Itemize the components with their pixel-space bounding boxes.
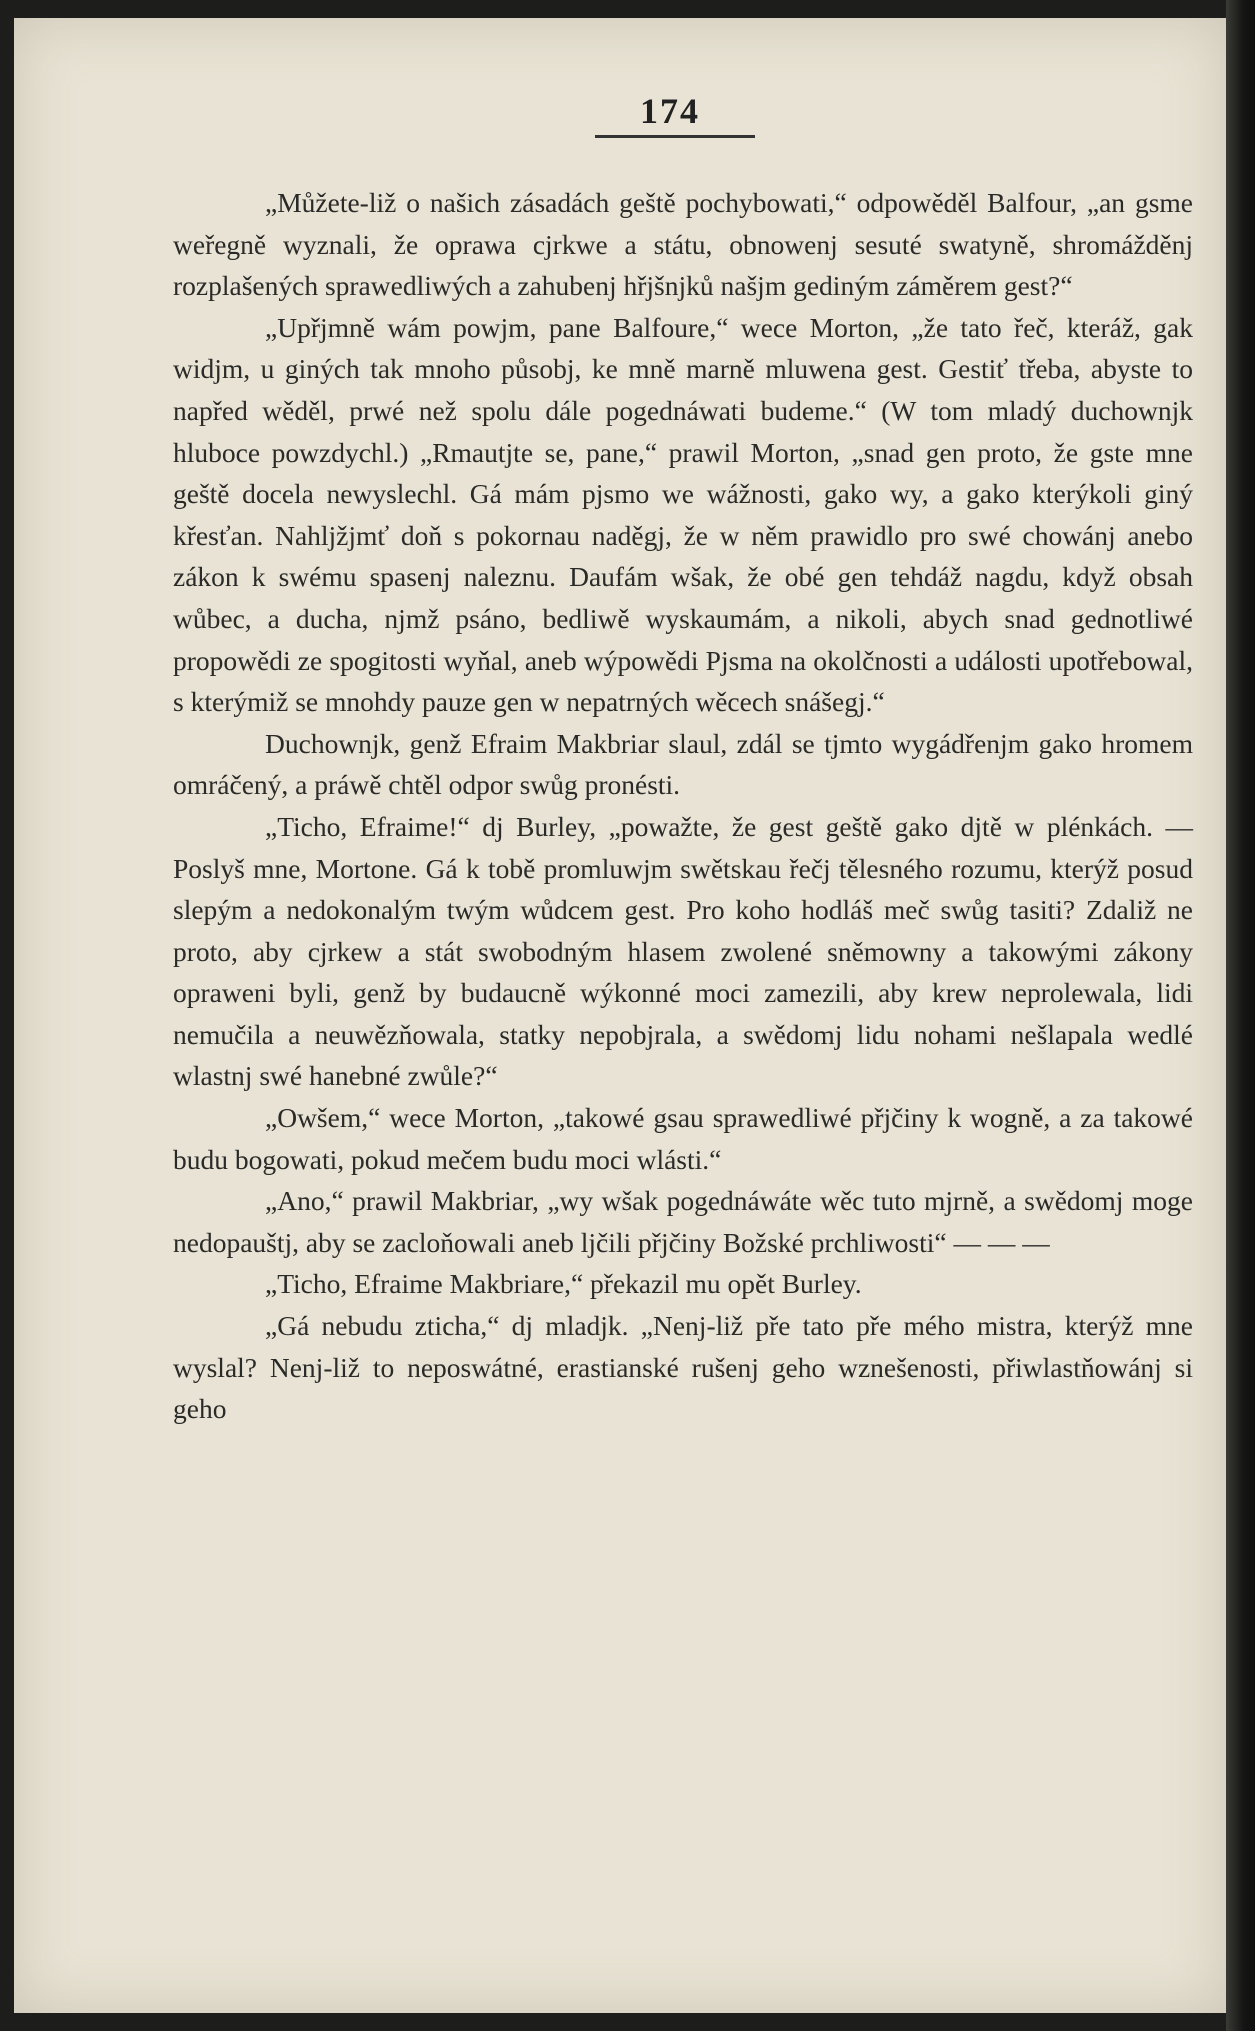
paragraph: „Ticho, Efraime Makbriare,“ překazil mu opět Burley. — [265, 1268, 862, 1300]
paragraph: „Gá nebudu zticha,“ dj mladjk. „Nenj-liž pře tato pře mého mistra, kterýž mne wyslal? Nenj-liž to neposwátné, erastianské rušenj geho wznešenosti, přiwlastňowánj si geho — [173, 1310, 1193, 1425]
paragraph: „Upřjmně wám powjm, pane Balfoure,“ wece Morton, „že tato řeč, kteráž, gak widjm, u giných tak mnoho působj, ke mně marně mluwena gest. Gestiť třeba, abyste to napřed wěděl, prwé než spolu dále pogednáwati budeme.“ (W tom mladý duchownjk hluboce powzdychl.) „Rmautjte se, pane,“ prawil Morton, „snad gen proto, že gste mne geště docela newyslechl. Gá mám pjsmo we wážnosti, gako wy, a gako kterýkoli giný křesťan. Nahljžjmť doň s pokornau naděgj, že w něm prawidlo pro swé chowánj anebo zákon k swému spasenj naleznu. Daufám wšak, že obé gen tehdáž nagdu, když obsah wůbec, a ducha, njmž psáno, bedliwě wyskaumám, a nikoli, abych snad gednotliwé propowědi ze spogitosti wyňal, aneb wýpowědi Pjsma na okolčnosti a události upotřebowal, s kterýmiž se mnohdy pauze gen w nepatrných wěcech snášegj.“ — [173, 311, 1193, 718]
scan-edge — [1226, 0, 1255, 2031]
header-rule — [595, 135, 755, 138]
paragraph: „Ano,“ prawil Makbriar, „wy wšak pogednáwáte wěc tuto mjrně, a swědomj moge nedopauštj, aby se zacloňowali aneb ljčili přjčiny Božské prchliwosti“ — — — — [173, 1185, 1193, 1258]
paragraph: „Owšem,“ wece Morton, „takowé gsau sprawedliwé přjčiny k wogně, a za takowé budu bogowati, pokud mečem budu moci wlásti.“ — [173, 1102, 1193, 1175]
paragraph: Duchownjk, genž Efraim Makbriar slaul, zdál se tjmto wygádřenjm gako hromem omráčený, a práwě chtěl odpor swůg pronésti. — [173, 727, 1193, 801]
body-text — [173, 182, 1193, 1430]
paragraph: „Můžete-liž o našich zásadách geště pochybowati,“ odpowěděl Balfour, „an gsme weřegně wyznali, že oprawa cjrkwe a státu, obnowenj sesuté swatyně, shromážděnj rozplašených sprawedliwých a zahubenj hřjšnjků našjm gediným záměrem gest?“ — [173, 187, 1193, 302]
page-number: 174 — [640, 91, 700, 131]
paragraph: „Ticho, Efraime!“ dj Burley, „powažte, že gest geště gako djtě w plénkách. — Poslyš mne, Mortone. Gá k tobě promluwjm swětskau řečj tělesného rozumu, kterýž posud slepým a nedokonalým twým wůdcem gest. Pro koho hodláš meč swůg tasiti? Zdaliž ne proto, aby cjrkew a stát swobodným hlasem zwolené sněmowny a takowými zákony oprawenі byli, genž by budaucně wýkonné moci zamezili, aby krew neprolewala, lidi nemučila a neuwězňowala, statky nepobjrala, a swědomj lidu nohami nešlapala wedlé wlastnj swé hanebné zwůle?“ — [173, 810, 1193, 1092]
page-header — [585, 90, 755, 132]
